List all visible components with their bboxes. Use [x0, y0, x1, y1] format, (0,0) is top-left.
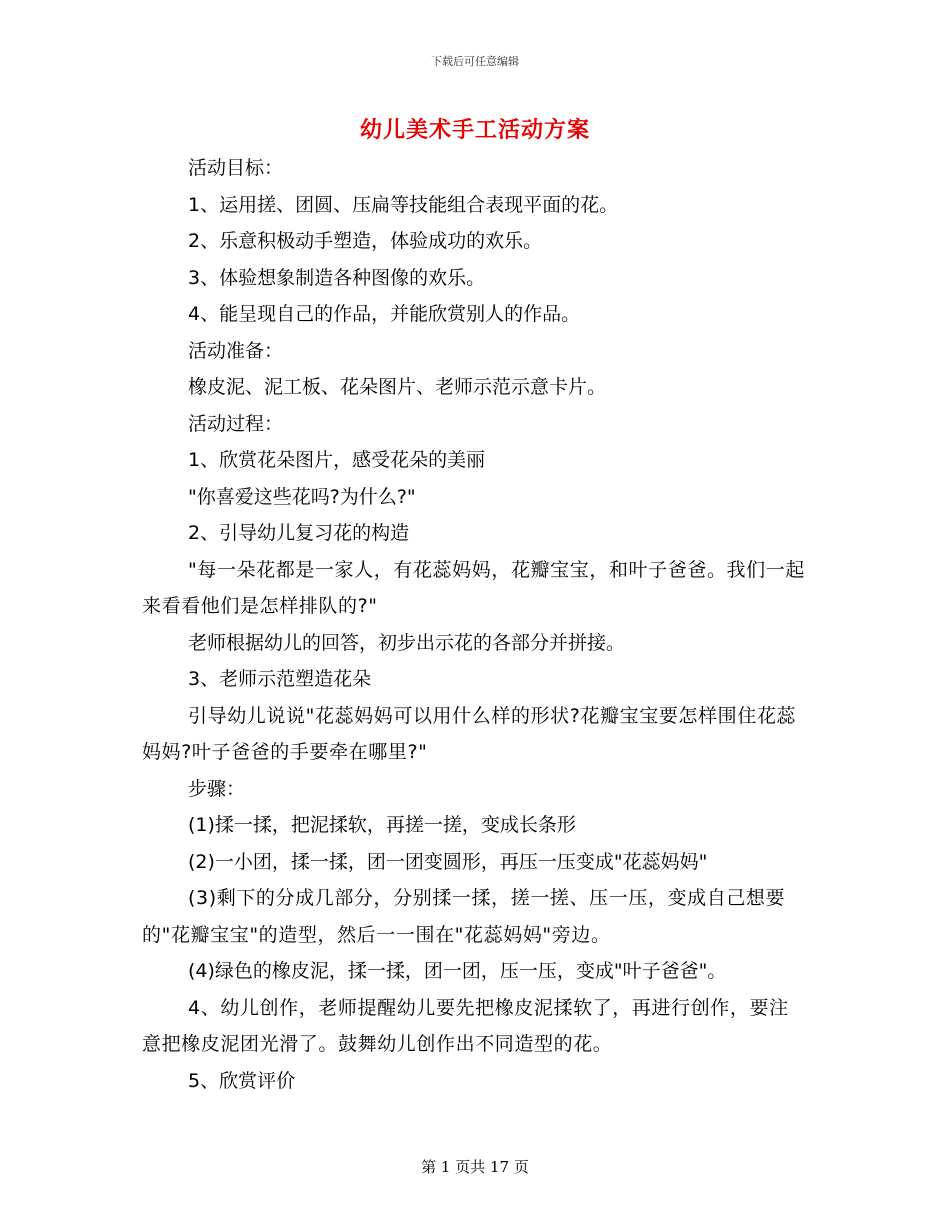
paragraph: 活动目标： — [188, 157, 284, 179]
document-body — [142, 150, 808, 1099]
paragraph: 步骤： — [188, 777, 246, 800]
paragraph: (2)一小团，揉一揉，团一团变圆形，再压一压变成"花蕊妈妈" — [188, 850, 708, 873]
paragraph: "每一朵花都是一家人，有花蕊妈妈，花瓣宝宝，和叶子爸爸。我们一起来看看他们是怎样排队的?" — [142, 558, 805, 617]
paragraph: 活动准备： — [188, 339, 284, 362]
document-title: 幼儿美术手工活动方案 — [359, 117, 590, 143]
paragraph: 活动过程： — [188, 412, 284, 435]
paragraph: (1)揉一揉，把泥揉软，再搓一搓，变成长条形 — [188, 814, 576, 836]
paragraph: 4、能呈现自己的作品，并能欣赏别人的作品。 — [188, 303, 581, 325]
paragraph: (4)绿色的橡皮泥，揉一揉，团一团，压一压，变成"叶子爸爸"。 — [188, 960, 727, 982]
paragraph: 2、乐意积极动手塑造，体验成功的欢乐。 — [188, 230, 543, 252]
paragraph: "你喜爱这些花吗?为什么?" — [188, 485, 416, 508]
paragraph: 4、幼儿创作，老师提醒幼儿要先把橡皮泥揉软了，再进行创作，要注意把橡皮泥团光滑了。鼓舞幼儿创作出不同造型的花。 — [142, 996, 789, 1055]
paragraph: 3、体验想象制造各种图像的欢乐。 — [188, 266, 486, 289]
page-footer: 第 1 页共 17 页 — [421, 1158, 529, 1176]
header-note: 下载后可任意编辑 — [431, 55, 519, 68]
paragraph: 1、欣赏花朵图片，感受花朵的美丽 — [188, 449, 486, 471]
paragraph: 5、欣赏评价 — [188, 1069, 296, 1092]
paragraph: 1、运用搓、团圆、压扁等技能组合表现平面的花。 — [188, 193, 619, 216]
paragraph: 老师根据幼儿的回答，初步出示花的各部分并拼接。 — [188, 631, 626, 654]
paragraph: 3、老师示范塑造花朵 — [188, 668, 372, 690]
paragraph: (3)剩下的分成几部分，分别揉一揉，搓一搓、压一压，变成自己想要的"花瓣宝宝"的造型，然后一一围在"花蕊妈妈"旁边。 — [142, 887, 786, 946]
paragraph: 橡皮泥、泥工板、花朵图片、老师示范示意卡片。 — [188, 376, 607, 398]
paragraph: 2、引导幼儿复习花的构造 — [188, 522, 410, 544]
paragraph: 引导幼儿说说"花蕊妈妈可以用什么样的形状?花瓣宝宝要怎样围住花蕊妈妈?叶子爸爸的手要牵在哪里?" — [142, 704, 797, 763]
